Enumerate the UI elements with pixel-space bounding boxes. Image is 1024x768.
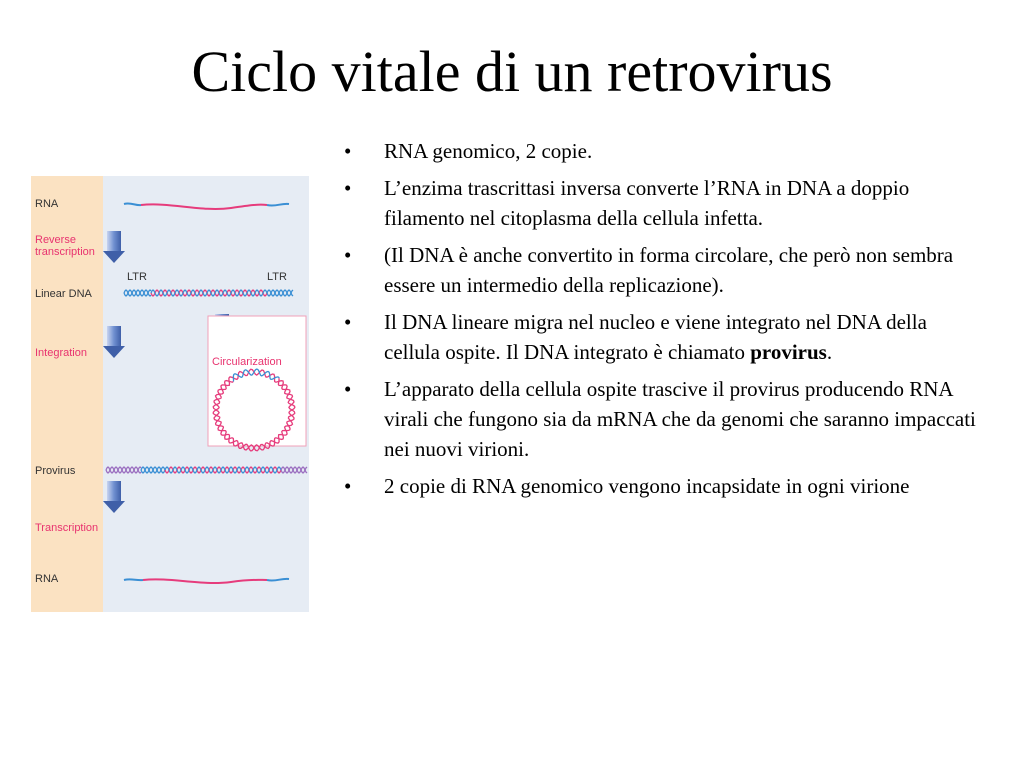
bullet-item	[340, 240, 980, 300]
slide-title: Ciclo vitale di un retrovirus	[191, 39, 833, 104]
label-linear-dna: Linear DNA	[35, 288, 92, 300]
bullet-text: RNA genomico, 2 copie.	[384, 139, 593, 163]
label-integration: Integration	[35, 347, 87, 359]
rna-strand-bottom-left	[124, 579, 143, 580]
bullet-item	[340, 471, 980, 501]
label-transcription: Transcription	[35, 522, 99, 534]
bullet-bold-term: provirus	[750, 340, 827, 364]
bullet-marker: •	[344, 243, 352, 267]
bullet-marker: •	[344, 139, 352, 163]
bullet-text: Il DNA lineare migra nel nucleo e viene integrato nel DNA della cellula ospite. Il DNA integrato è chiamato	[384, 310, 927, 364]
bullet-marker: •	[344, 310, 352, 334]
bullet-text: L’enzima trascrittasi inversa converte l’RNA in DNA a doppio filamento nel citoplasma della cellula infetta.	[384, 176, 910, 230]
label-rna-top: RNA	[35, 198, 59, 210]
label-rna-bottom: RNA	[35, 573, 59, 585]
label-provirus: Provirus	[35, 465, 76, 477]
bullet-marker: •	[344, 176, 352, 200]
bullet-text: 2 copie di RNA genomico vengono incapsidate in ogni virione	[384, 474, 910, 498]
label-circularization: Circularization	[212, 356, 282, 368]
bullet-text-end: .	[826, 340, 833, 364]
retrovirus-lifecycle-figure	[31, 176, 309, 612]
label-reverse-transcription-1: Reverse	[35, 234, 76, 246]
bullet-text: (Il DNA è anche convertito in forma circolare, che però non sembra essere un intermedio della replicazione).	[384, 243, 954, 297]
label-ltr-right: LTR	[267, 271, 287, 283]
bullet-marker: •	[344, 377, 352, 401]
label-ltr-left: LTR	[127, 271, 147, 283]
bullet-text: L’apparato della cellula ospite trascive il provirus producendo RNA virali che fungono sia da mRNA che da genomi che saranno impaccati nei nuovi virioni.	[384, 377, 976, 461]
bullet-item	[340, 173, 980, 233]
bullet-item	[340, 136, 980, 166]
bullet-item	[340, 374, 980, 464]
label-reverse-transcription-2: transcription	[35, 246, 95, 258]
bullet-marker: •	[344, 474, 352, 498]
bullet-list	[340, 136, 980, 508]
bullet-item	[340, 307, 980, 367]
